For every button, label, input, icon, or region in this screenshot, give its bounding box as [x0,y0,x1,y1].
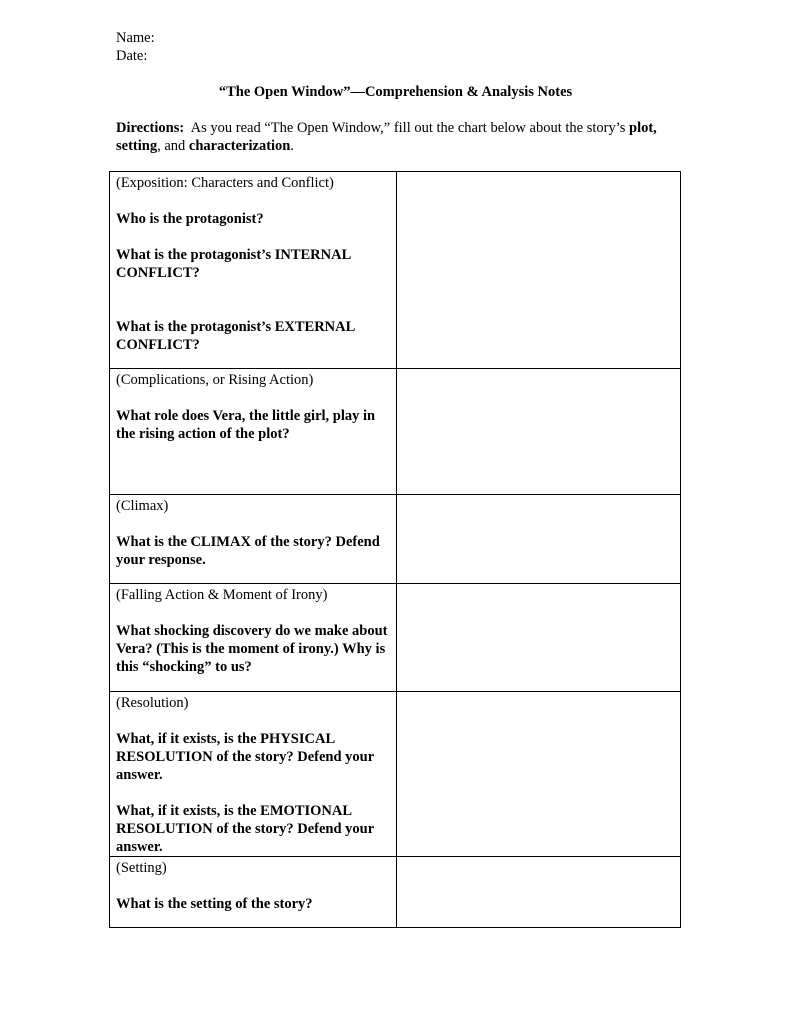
section-label: (Exposition: Characters and Conflict) [116,175,334,191]
answer-cell[interactable] [397,692,681,857]
section-label: (Climax) [116,498,169,514]
section-label: (Complications, or Rising Action) [116,372,314,388]
directions-bold-plot-setting: plot, setting [116,120,657,154]
question: What is the protagonist’s INTERNAL CONFLICT? [116,247,351,281]
prompt-cell [110,692,397,857]
question: What role does Vera, the little girl, play in the rising action of the plot? [116,408,376,442]
question: Who is the protagonist? [116,211,264,227]
chart-row-rising-action [110,369,681,495]
chart-row-exposition [110,172,681,369]
answer-cell[interactable] [397,584,681,692]
page-title: “The Open Window”—Comprehension & Analysis Notes [218,84,573,100]
section-label: (Resolution) [116,695,189,711]
directions-text: As you read “The Open Window,” fill out the chart below about the story’s [190,120,626,136]
prompt-cell [110,495,397,584]
answer-cell[interactable] [397,857,681,928]
question: What is the protagonist’s EXTERNAL CONFLICT? [116,319,355,353]
chart-row-climax [110,495,681,584]
question: What shocking discovery do we make about Vera? (This is the moment of irony.) Why is this “shocking” to us? [116,623,388,675]
chart-row-resolution [110,692,681,857]
answer-cell[interactable] [397,172,681,369]
answer-cell[interactable] [397,369,681,495]
directions-paragraph [116,119,676,155]
prompt-cell [110,584,397,692]
section-label: (Setting) [116,860,167,876]
prompt-cell [110,172,397,369]
directions-text-and: , and [157,138,186,154]
question: What, if it exists, is the EMOTIONAL RESOLUTION of the story? Defend your answer. [116,803,374,855]
answer-cell[interactable] [397,495,681,584]
chart-row-setting [110,857,681,928]
name-label: Name: [116,30,155,46]
analysis-chart [109,171,681,928]
prompt-cell [110,369,397,495]
question: What, if it exists, is the PHYSICAL RESOLUTION of the story? Defend your answer. [116,731,374,783]
section-label: (Falling Action & Moment of Irony) [116,587,328,603]
question: What is the CLIMAX of the story? Defend your response. [116,534,380,568]
directions-label: Directions: [116,120,185,136]
question: What is the setting of the story? [116,896,313,912]
date-label: Date: [116,48,148,64]
prompt-cell [110,857,397,928]
directions-bold-characterization: characterization [188,138,291,154]
directions-period: . [290,138,294,154]
chart-row-falling-action [110,584,681,692]
